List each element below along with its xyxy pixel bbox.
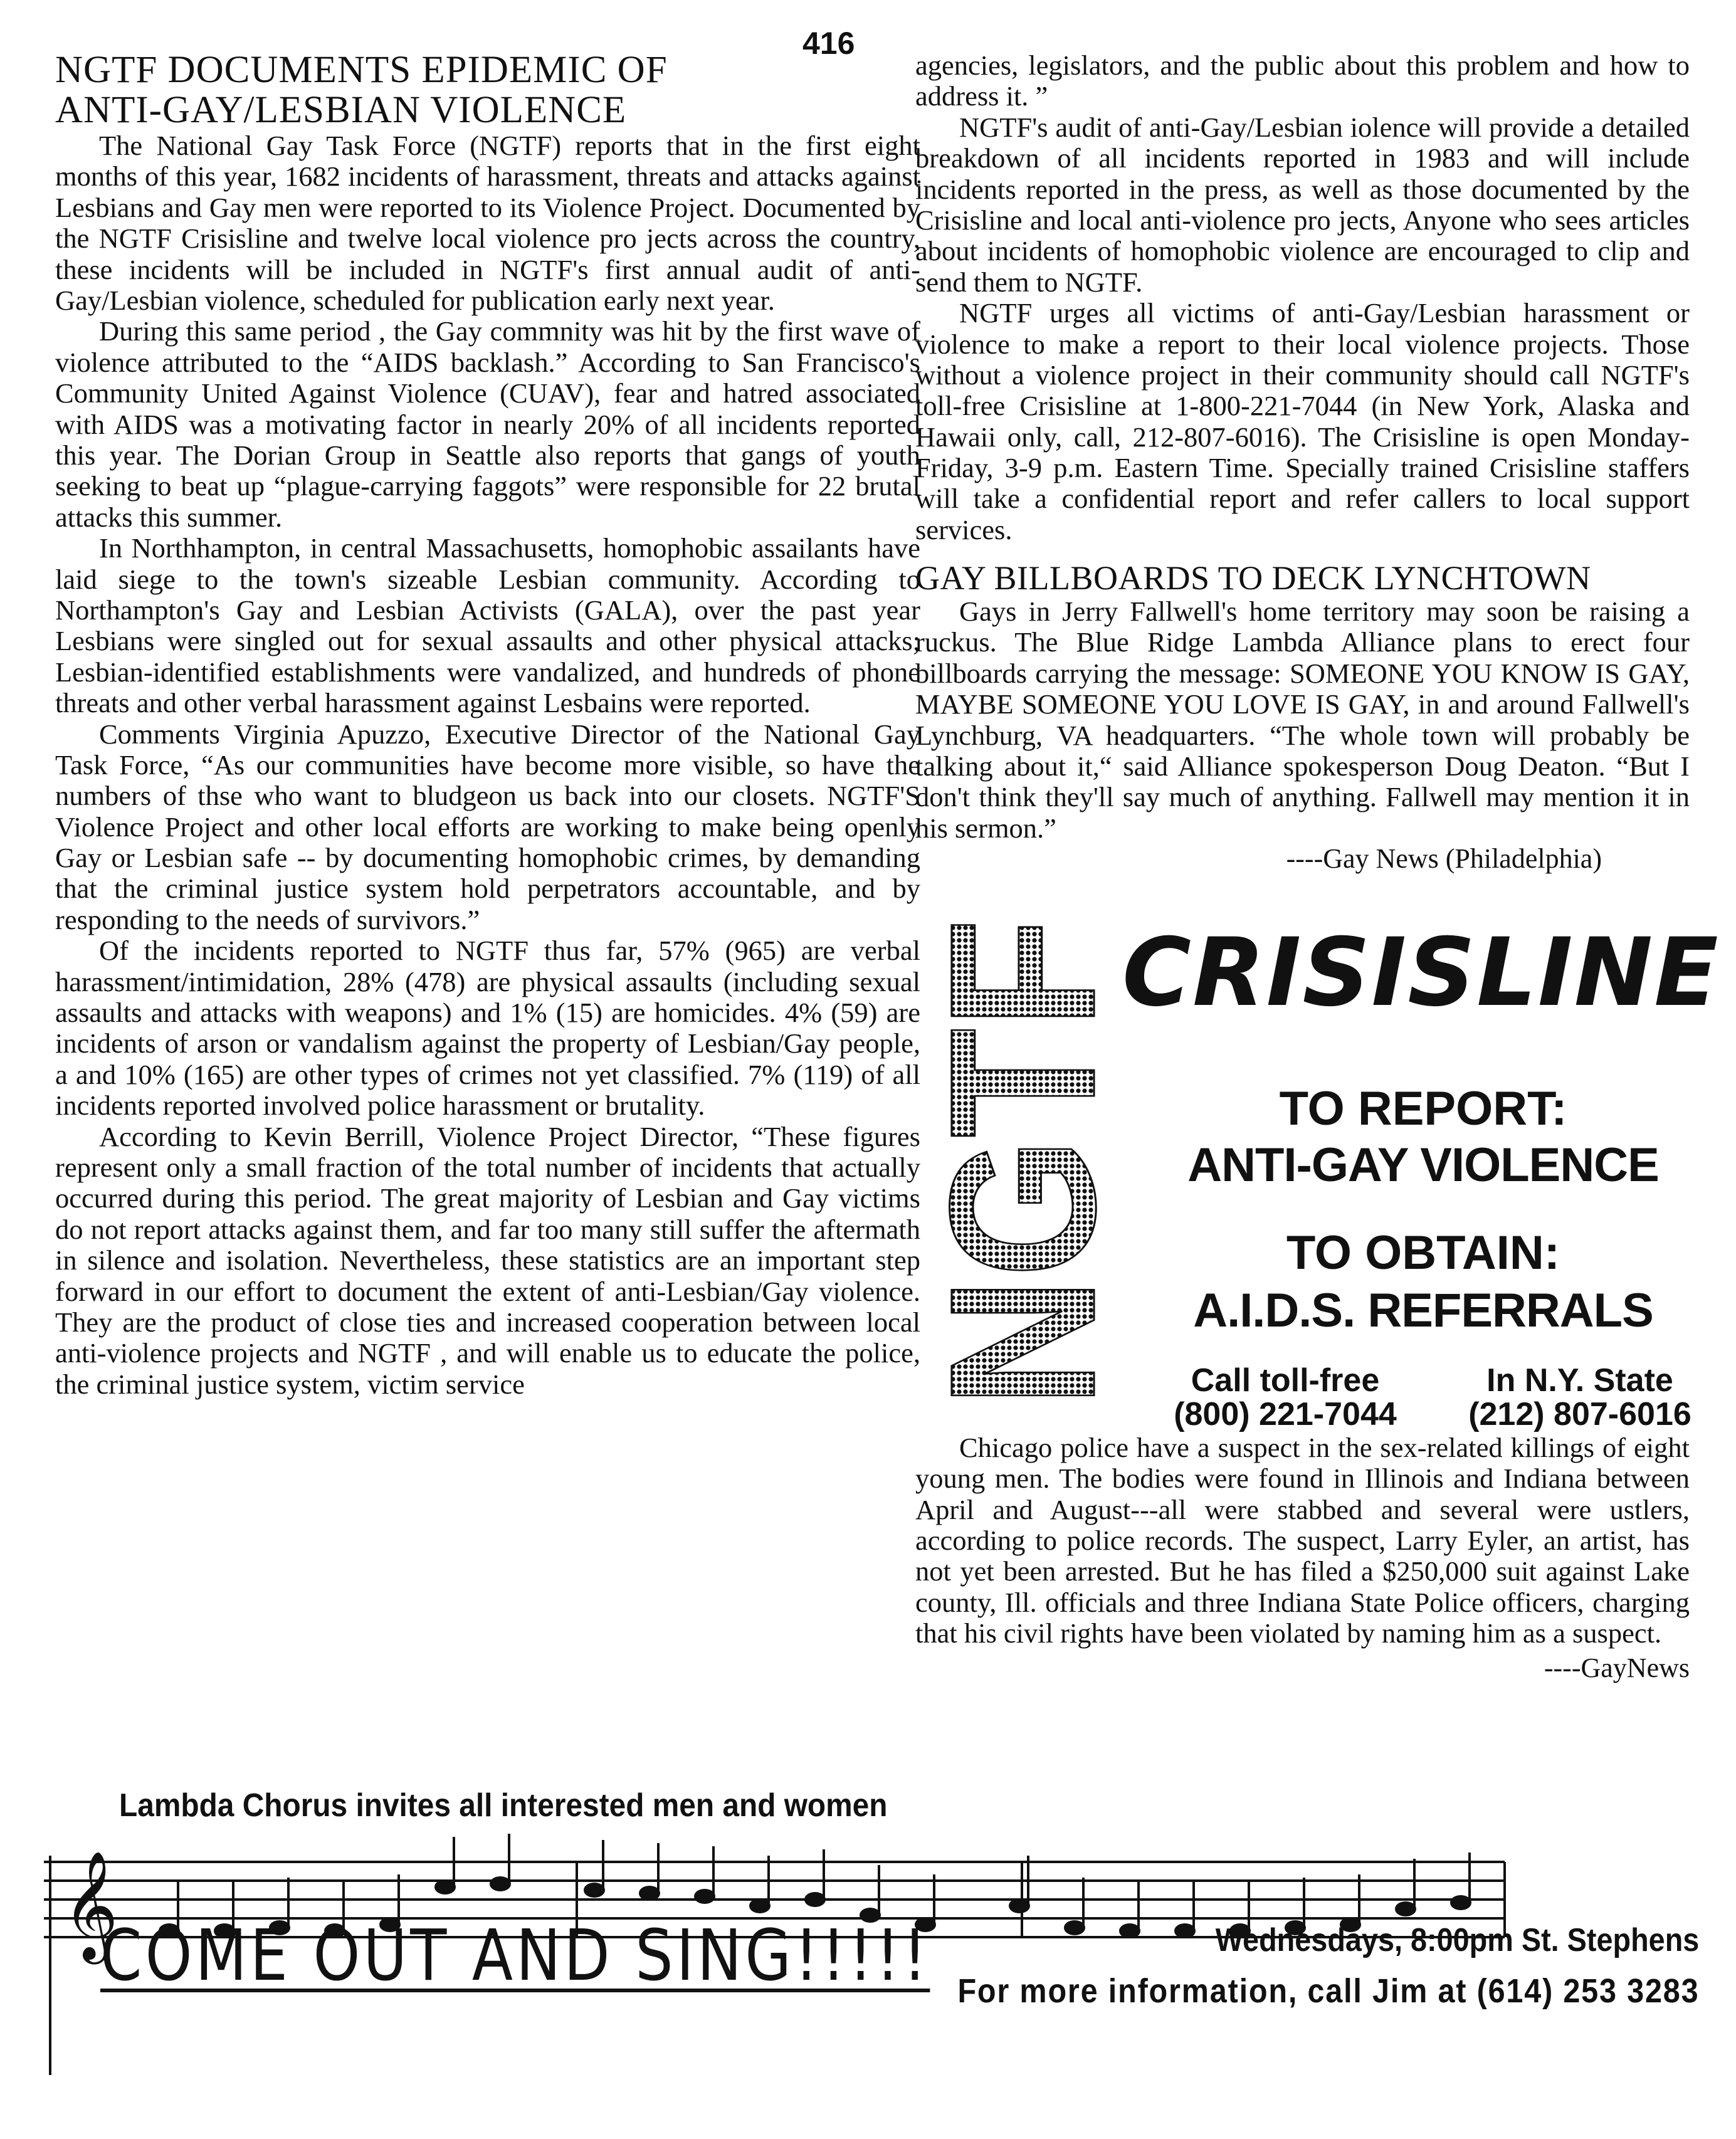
ad-tollfree bbox=[1128, 1364, 1442, 1432]
ny-label: In N.Y. State bbox=[1486, 1362, 1673, 1399]
headline-line-1: NGTF DOCUMENTS EPIDEMIC OF bbox=[55, 49, 668, 91]
article-paragraph: During this same period , the Gay commnity was hit by the first wave of violence attributed to the “AIDS backlash.” According to San Francisco's Community United Against Violence (CUAV), fear and hatred associated with AIDS was a motivating factor in nearly 20% of all incidents reported this year. The Dorian Group in Seattle also reports that gangs of youth seeking to beat up “plague-carrying faggots” were responsible for 22 brutal attacks this summer. bbox=[55, 315, 920, 533]
article-paragraph: In Northhampton, in central Massachusetts, homophobic assailants have laid siege to the town's sizeable Lesbian community. According to Northampton's Gay and Lesbian Activists (GALA), over the past year Lesbians were singled out for sexual assaults and other physical attacks; Lesbian-identified establishments were vandalized, and hundreds of phone threats and other verbal harassment against Lesbains were reported. bbox=[55, 532, 920, 719]
lambda-chorus-banner bbox=[44, 1787, 1712, 2063]
tollfree-number: (800) 221-7044 bbox=[1174, 1396, 1397, 1433]
music-note bbox=[1120, 1925, 1139, 1937]
billboard-body: Gays in Jerry Fallwell's home territory may soon be raising a ruckus. The Blue Ridge Lambda Alliance plans to erect four billboards carrying the message: SOMEONE YOU KNOW IS GAY, MAYBE SOMEONE YOU LOVE IS GAY, in and around Fallwell's Lynchburg, VA headquarters. “The whole town will probably be talking about it,“ said Alliance spokesperson Doug Deaton. “But I don't think they'll say much of anything. Fallwell may mention it in his sermon.” bbox=[915, 595, 1690, 844]
tollfree-label: Call toll-free bbox=[1191, 1362, 1380, 1399]
music-note bbox=[436, 1881, 455, 1893]
music-note bbox=[1065, 1921, 1084, 1934]
billboard-source: ----Gay News (Philadelphia) bbox=[1286, 843, 1602, 875]
svg-text:𝄞: 𝄞 bbox=[63, 1851, 118, 1960]
music-note bbox=[1396, 1903, 1415, 1915]
article-paragraph: Of the incidents reported to NGTF thus far, 57% (965) are verbal harassment/intimidation, 28% (478) are physical assaults (including sexual assaults and attacks with weapons) and 1% (15) are homicides. 4% (59) are incidents of arson or vandalism against the property of Lesbian/Gay people, a and 10% (165) are other types of crimes not yet classified. 7% (119) of all incidents reported involved police harassment or brutality. bbox=[55, 935, 920, 1122]
music-note bbox=[695, 1890, 714, 1903]
ad-line-obtain: TO OBTAIN: bbox=[1286, 1226, 1560, 1280]
article-paragraph: Comments Virginia Apuzzo, Executive Director of the National Gay Task Force, “As our communities have become more visible, so have the numbers of thse who want to bludgeon us back into our closets. NGTF'S Violence Project and other local efforts are working to make being openly Gay or Lesbian safe -- by documenting homophobic crimes, by demanding that the criminal justice system hold perpetrators accountable, and by responding to the needs of survivors.” bbox=[55, 718, 920, 935]
article-paragraph: NGTF urges all victims of anti-Gay/Lesbian harassment or violence to make a report to their local violence projects. Those without a violence project in their community should call NGTF's toll-free Crisisline at 1-800-221-7044 (in New York, Alaska and Hawaii only, call, 212-807-6016). The Crisisline is open Monday-Friday, 3-9 p.m. Eastern Time. Specially trained Crisisline staffers will take a confidential report and refer callers to local support services. bbox=[915, 297, 1690, 545]
crisisline-brand: CRISISLINE bbox=[1122, 918, 1720, 1027]
music-note bbox=[1176, 1925, 1194, 1937]
ngtf-logo bbox=[907, 844, 1138, 1414]
music-note bbox=[585, 1884, 604, 1896]
ad-line-referrals: A.I.D.S. REFERRALS bbox=[1193, 1283, 1653, 1337]
ad-line-violence: ANTI-GAY VIOLENCE bbox=[1187, 1138, 1659, 1192]
chicago-body: Chicago police have a suspect in the sex-related killings of eight young men. The bodies were found in Illinois and Indiana between April and August---all were stabbed and several were ustlers, according to police records. The suspect, Larry Eyler, an artist, has not yet been arrested. But he has filed a $250,000 suit against Lake county, Ill. officials and three Indiana State Police officers, charging that his civil rights have been violated by naming him as a suspect. bbox=[915, 1431, 1690, 1649]
page-number: 416 bbox=[802, 26, 855, 61]
music-note bbox=[1010, 1900, 1029, 1912]
banner-cta: COME OUT AND SING!!!!! bbox=[100, 1915, 930, 1997]
headline-line-2: ANTI-GAY/LESBIAN VIOLENCE bbox=[55, 89, 627, 132]
article-paragraph: The National Gay Task Force (NGTF) reports that in the first eight months of this year, 1682 incidents of harassment, threats and attacks against Lesbians and Gay men were reported to its Violence Project. Documented by the NGTF Crisisline and twelve local violence pro jects across the country, these incidents will be included in NGTF's first annual audit of anti-Gay/Lesbian violence, scheduled for publication early next year. bbox=[55, 130, 920, 317]
article-paragraph: NGTF's audit of anti-Gay/Lesbian iolence will provide a detailed breakdown of all incidents reported in 1983 and will include incidents reported in the press, as well as those documented by the Crisisline and local anti-violence pro jects, Anyone who sees articles about incidents of homophobic violence are encouraged to clip and send them to NGTF. bbox=[915, 111, 1690, 298]
ny-number: (212) 807-6016 bbox=[1468, 1396, 1691, 1433]
billboard-headline: GAY BILLBOARDS TO DECK LYNCHTOWN bbox=[915, 559, 1591, 597]
banner-schedule: Wednesdays, 8:00pm St. Stephens bbox=[1215, 1922, 1699, 1958]
music-note bbox=[491, 1878, 510, 1890]
article-headline bbox=[55, 50, 920, 130]
chicago-source: ----GayNews bbox=[1544, 1652, 1690, 1683]
ad-ny-state bbox=[1461, 1364, 1699, 1432]
banner-contact: For more information, call Jim at (614) 253 3283 bbox=[957, 1972, 1699, 2010]
ad-line-report: TO REPORT: bbox=[1279, 1081, 1567, 1135]
music-note bbox=[1451, 1896, 1470, 1909]
svg-text:NGTF: NGTF bbox=[907, 844, 1138, 1407]
banner-invite: Lambda Chorus invites all interested men and women bbox=[119, 1787, 888, 1824]
music-note bbox=[750, 1900, 769, 1912]
music-note bbox=[640, 1887, 659, 1900]
left-column bbox=[55, 50, 920, 1400]
article-paragraph: According to Kevin Berrill, Violence Project Director, “These figures represent only a small fraction of the total number of incidents that actually occurred during this period. The great majority of Lesbian and Gay victims do not report attacks against them, and far too many still suffer the aftermath in silence and isolation. Nevertheless, these statistics are an important step forward in our effort to document the extent of anti-Lesbian/Gay violence. They are the product of close ties and increased cooperation between local anti-violence projects and NGTF , and will enable us to educate the police, the criminal justice system, victim service bbox=[55, 1120, 920, 1400]
music-note bbox=[806, 1893, 824, 1906]
right-column bbox=[907, 50, 1720, 1683]
article-continuation: agencies, legislators, and the public about this problem and how to address it. ” bbox=[915, 50, 1690, 112]
